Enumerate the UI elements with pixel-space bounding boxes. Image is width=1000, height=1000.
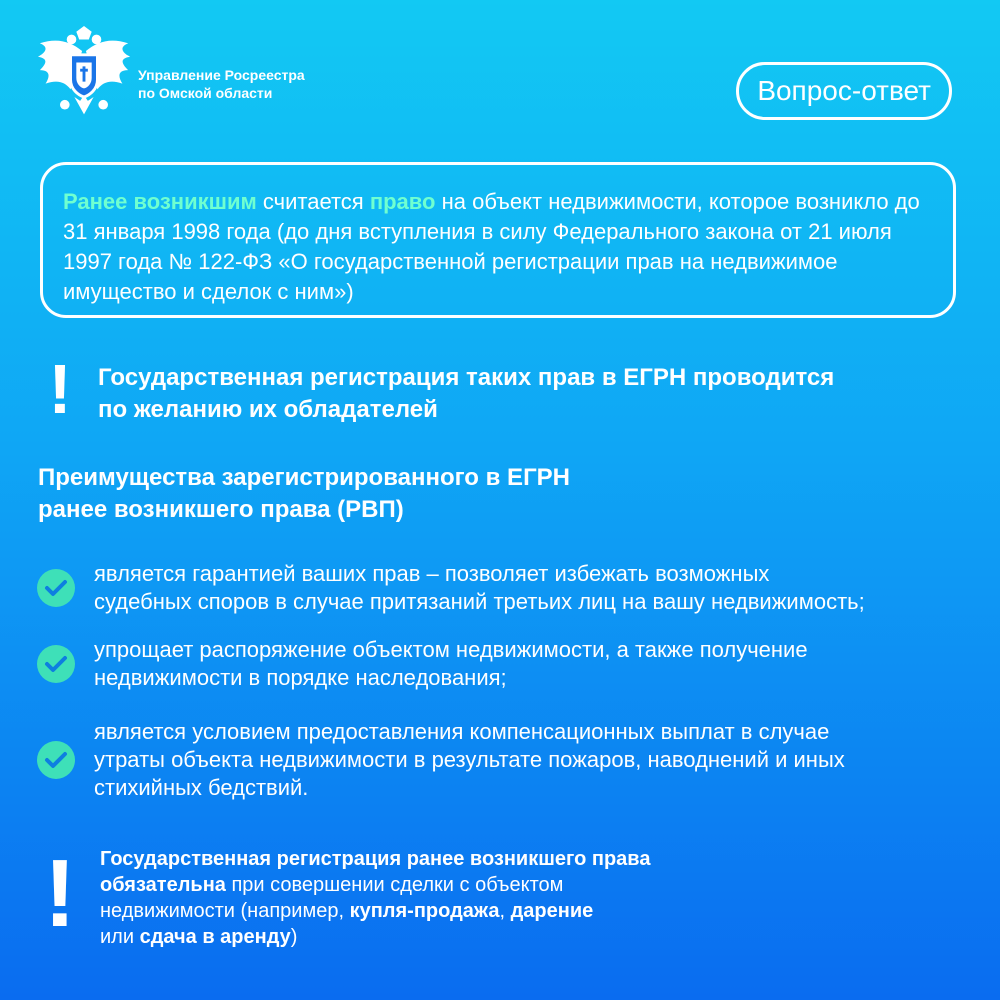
benefit-text xyxy=(94,560,974,616)
org-line-1: Управление Росреестра xyxy=(138,67,305,83)
benefit-text xyxy=(94,718,974,802)
benefit-line: упрощает распоряжение объектом недвижимости, а также получение xyxy=(94,637,808,662)
deal-gift: дарение xyxy=(510,900,594,922)
notice2-text: , xyxy=(499,900,511,922)
notice1-line-2: по желанию их обладателей xyxy=(98,396,438,423)
check-circle-icon xyxy=(36,644,76,684)
definition-box xyxy=(40,162,956,318)
org-line-2: по Омской области xyxy=(138,85,273,101)
benefits-heading-line-1: Преимущества зарегистрированного в ЕГРН xyxy=(38,464,571,491)
mandatory-word: обязательна xyxy=(100,874,226,896)
notice2-text: ) xyxy=(290,926,298,948)
highlight-right: право xyxy=(369,189,436,214)
deal-lease: сдача в аренду xyxy=(139,926,291,948)
benefit-line: судебных споров в случае притязаний третьих лиц на вашу недвижимость; xyxy=(94,589,865,614)
notice2-line-2 xyxy=(100,872,800,898)
voluntary-registration-notice xyxy=(98,362,978,426)
benefit-line: недвижимости в порядке наследования; xyxy=(94,665,507,690)
notice2-text: или xyxy=(100,926,140,948)
rosreestr-eagle-logo-icon xyxy=(36,26,132,122)
definition-text-part: считается xyxy=(256,189,370,214)
benefit-line: является гарантией ваших прав – позволяет избежать возможных xyxy=(94,561,770,586)
notice2-line-4 xyxy=(100,924,800,950)
definition-text xyxy=(63,187,943,307)
exclamation-icon: ! xyxy=(48,350,72,428)
benefits-heading xyxy=(38,462,938,526)
question-answer-badge: Вопрос-ответ xyxy=(736,62,952,120)
benefit-line: утраты объекта недвижимости в результате пожаров, наводнений и иных xyxy=(94,747,845,772)
notice2-line-1: Государственная регистрация ранее возникшего права xyxy=(100,848,651,870)
organization-name xyxy=(138,66,305,102)
benefit-text xyxy=(94,636,974,692)
notice2-text: при совершении сделки с объектом xyxy=(225,874,564,896)
check-circle-icon xyxy=(36,568,76,608)
notice2-line-3 xyxy=(100,898,800,924)
exclamation-icon: ! xyxy=(44,840,76,947)
mandatory-registration-notice xyxy=(100,846,800,950)
notice2-text: недвижимости (например, xyxy=(100,900,350,922)
highlight-earlier-arisen: Ранее возникшим xyxy=(63,189,257,214)
deal-sale: купля-продажа xyxy=(349,900,500,922)
benefits-heading-line-2: ранее возникшего права (РВП) xyxy=(38,496,404,523)
benefit-line: является условием предоставления компенсационных выплат в случае xyxy=(94,719,830,744)
benefit-line: стихийных бедствий. xyxy=(94,775,309,800)
definition-text-rest: на объект недвижимости, которое возникло до 31 января 1998 года (до дня вступления в силу Федерального закона от 21 июля 1997 года № 122-ФЗ «О государственной регистрации прав на недвижимое имущество и сделок с ним») xyxy=(63,189,920,304)
notice1-line-1: Государственная регистрация таких прав в ЕГРН проводится xyxy=(98,364,835,391)
check-circle-icon xyxy=(36,740,76,780)
